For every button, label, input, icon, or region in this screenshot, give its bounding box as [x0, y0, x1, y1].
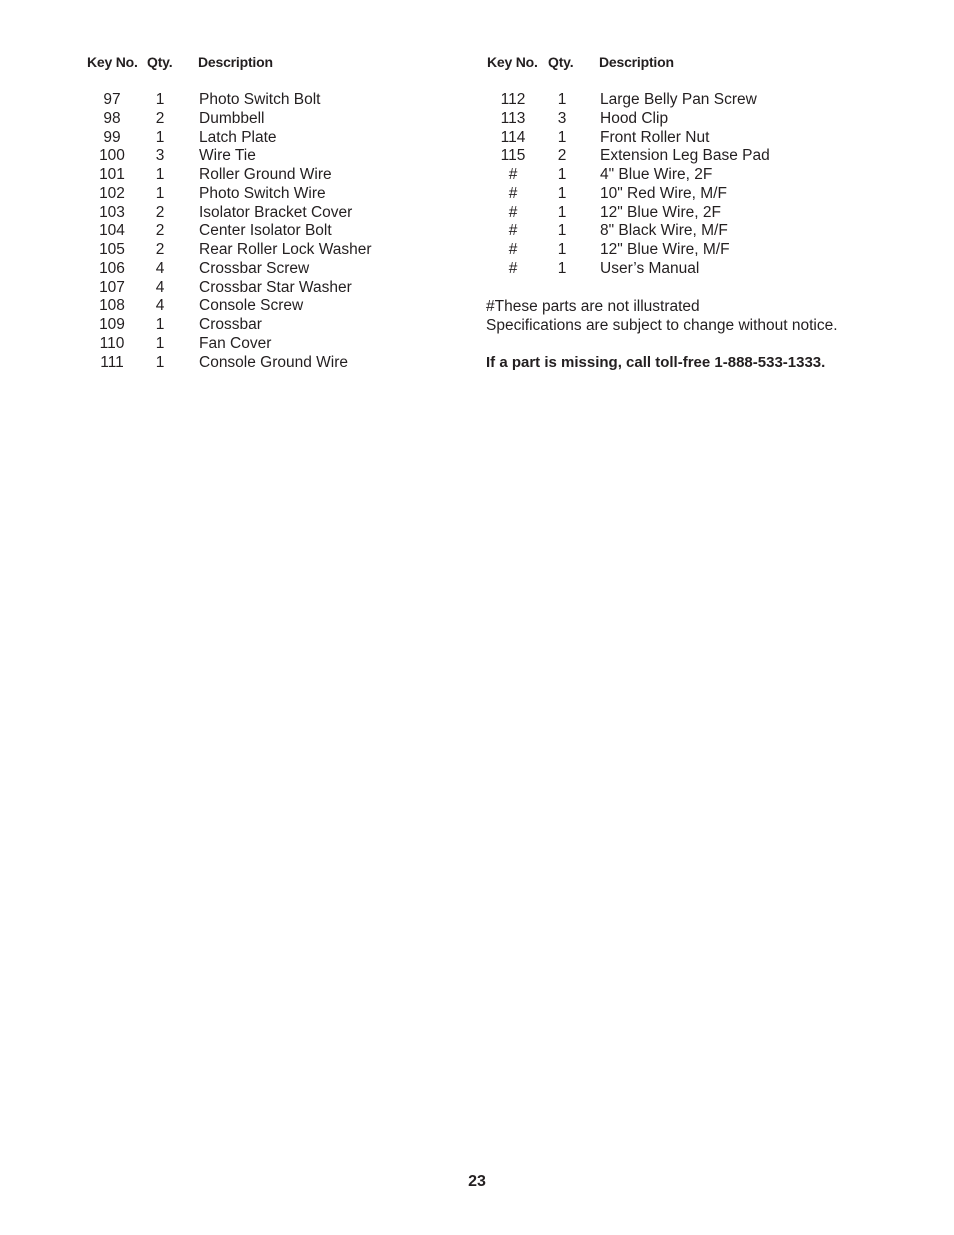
part-key-no: 105 [99, 241, 125, 258]
table-row [86, 147, 466, 166]
part-qty: 1 [155, 128, 165, 146]
part-qty: 2 [155, 203, 165, 221]
part-description: Console Screw [199, 297, 304, 315]
part-qty: 1 [557, 222, 567, 240]
part-description: Crossbar Star Washer [199, 278, 352, 296]
table-row [86, 335, 466, 354]
table-header [486, 54, 906, 74]
part-key-no: # [508, 222, 518, 240]
table-row [86, 279, 466, 298]
table-row [486, 110, 906, 129]
notes-block [486, 297, 838, 372]
table-row [86, 260, 466, 279]
table-row [86, 354, 466, 373]
page-number: 23 [468, 1173, 486, 1190]
part-description: Dumbbell [199, 109, 265, 127]
table-row [486, 241, 906, 260]
table-row [486, 185, 906, 204]
part-description: Fan Cover [199, 334, 272, 352]
header-description: Description [599, 54, 674, 70]
part-key-no: 98 [103, 109, 121, 127]
table-row [86, 91, 466, 110]
not-illustrated-note: #These parts are not illustrated [486, 298, 700, 315]
table-row [86, 316, 466, 335]
part-key-no: # [508, 259, 518, 277]
part-description: 10" Red Wire, M/F [600, 184, 727, 202]
parts-rows-left [86, 91, 466, 372]
part-key-no: 106 [99, 259, 125, 277]
part-qty: 1 [557, 241, 567, 258]
header-key-no: Key No. [487, 54, 538, 70]
part-qty: 1 [557, 203, 567, 221]
part-key-no: 110 [99, 334, 125, 352]
part-description: Hood Clip [600, 109, 669, 127]
part-key-no: # [508, 241, 518, 258]
part-description: Isolator Bracket Cover [199, 203, 353, 221]
part-key-no: 100 [99, 147, 125, 165]
part-key-no: 107 [99, 278, 125, 296]
part-qty: 2 [557, 147, 567, 165]
part-key-no: # [508, 166, 518, 183]
part-description: Wire Tie [199, 147, 256, 165]
part-key-no: 101 [99, 166, 125, 183]
table-row [486, 204, 906, 223]
part-qty: 1 [557, 166, 567, 183]
part-key-no: 104 [99, 222, 125, 240]
part-description: 12" Blue Wire, M/F [600, 241, 730, 258]
table-row [486, 91, 906, 110]
part-qty: 1 [155, 184, 165, 202]
part-qty: 2 [155, 241, 165, 258]
part-qty: 1 [155, 353, 165, 371]
table-row [86, 129, 466, 148]
part-qty: 1 [155, 316, 165, 333]
part-description: Extension Leg Base Pad [600, 147, 770, 165]
part-key-no: # [508, 184, 518, 202]
part-qty: 1 [155, 166, 165, 183]
part-qty: 4 [155, 259, 165, 277]
part-key-no: 115 [500, 147, 526, 165]
part-key-no: 109 [99, 316, 125, 333]
part-qty: 4 [155, 297, 165, 315]
part-qty: 2 [155, 109, 165, 127]
part-key-no: 97 [103, 91, 121, 108]
table-row [486, 222, 906, 241]
part-qty: 4 [155, 278, 165, 296]
table-row [86, 166, 466, 185]
part-key-no: 111 [100, 353, 124, 371]
part-key-no: 108 [99, 297, 125, 315]
parts-rows-right [486, 91, 906, 279]
table-row [86, 241, 466, 260]
part-qty: 1 [557, 91, 567, 108]
part-qty: 1 [557, 128, 567, 146]
table-row [86, 185, 466, 204]
part-key-no: 102 [99, 184, 125, 202]
part-description: 8" Black Wire, M/F [600, 222, 728, 240]
part-qty: 2 [155, 222, 165, 240]
part-key-no: # [508, 203, 518, 221]
part-description: User’s Manual [600, 259, 700, 277]
table-row [86, 204, 466, 223]
part-qty: 1 [155, 334, 165, 352]
part-description: Crossbar [199, 316, 262, 333]
part-description: Front Roller Nut [600, 128, 710, 146]
part-key-no: 114 [500, 128, 526, 146]
header-key-no: Key No. [87, 54, 138, 70]
table-header [86, 54, 466, 74]
table-row [486, 260, 906, 279]
part-qty: 3 [155, 147, 165, 165]
part-description: Photo Switch Bolt [199, 91, 321, 108]
part-description: 12" Blue Wire, 2F [600, 203, 721, 221]
table-row [86, 110, 466, 129]
table-row [486, 147, 906, 166]
part-description: Photo Switch Wire [199, 184, 326, 202]
parts-table-left [86, 54, 466, 372]
part-description: Roller Ground Wire [199, 166, 332, 183]
header-qty: Qty. [548, 54, 574, 70]
part-description: Crossbar Screw [199, 259, 310, 277]
part-key-no: 99 [103, 128, 121, 146]
part-qty: 1 [557, 184, 567, 202]
part-qty: 1 [155, 91, 165, 108]
parts-table-right [486, 54, 906, 279]
part-qty: 3 [557, 109, 567, 127]
part-description: Center Isolator Bolt [199, 222, 332, 240]
part-description: Rear Roller Lock Washer [199, 241, 372, 258]
part-description: Console Ground Wire [199, 353, 349, 371]
table-row [86, 297, 466, 316]
missing-part-note: If a part is missing, call toll-free 1-888-533-1333. [486, 354, 826, 371]
specifications-note: Specifications are subject to change without notice. [486, 317, 838, 334]
header-qty: Qty. [147, 54, 173, 70]
table-row [86, 222, 466, 241]
table-row [486, 129, 906, 148]
header-description: Description [198, 54, 273, 70]
table-row [486, 166, 906, 185]
part-description: 4" Blue Wire, 2F [600, 166, 713, 183]
part-key-no: 103 [99, 203, 125, 221]
part-description: Latch Plate [199, 128, 277, 146]
part-description: Large Belly Pan Screw [600, 91, 757, 108]
part-key-no: 112 [500, 91, 526, 108]
part-qty: 1 [557, 259, 567, 277]
part-key-no: 113 [500, 109, 526, 127]
